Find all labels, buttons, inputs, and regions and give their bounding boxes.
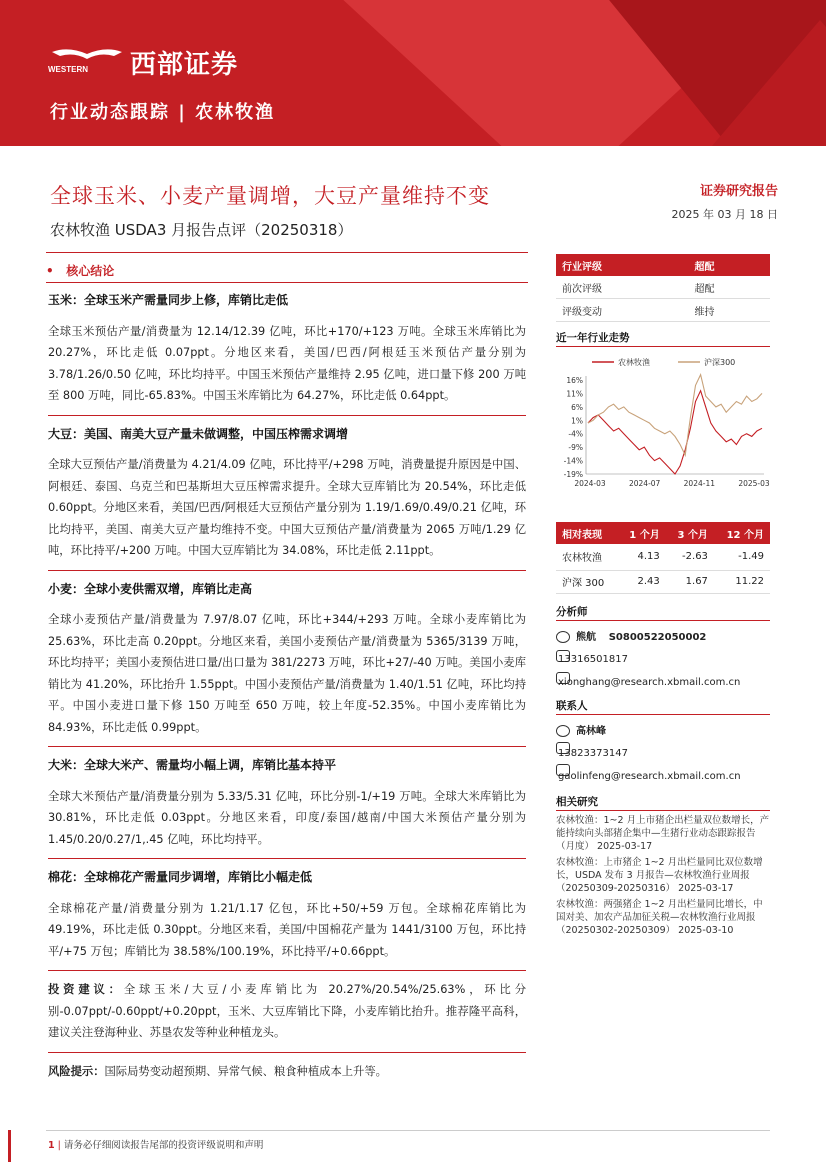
related-item[interactable]: 农林牧渔：上市猪企 1~2 月出栏量同比双位数增长，USDA 发布 3 月报告—农林牧渔行业周报（20250309-20250316） 2025-03-17 [556,857,763,894]
y-tick-label: -9% [568,443,583,453]
soy-heading: 大豆：美国、南美大豆产量未做调整，中国压榨需求调增 [48,426,349,441]
rating-table: 行业评级 超配 前次评级 超配 评级变动 维持 [556,254,770,322]
performance-table: 相对表现 1 个月 3 个月 12 个月 农林牧渔 4.13 -2.63 -1.49 沪深 300 2.43 1.67 11.22 [556,522,770,594]
cotton-paragraph: 全球棉花产量/消费量分别为 1.21/1.17 亿包，环比+50/+59 万包。全球棉花库销比为 49.19%，环比走低 0.30ppt。分地区来看，美国/中国棉花产量为 1441/3100 万包，环比持平/+75 万包；库销比为 38.58%/100.19%，环比持平/+0.66ppt。 [48,901,526,958]
rice-paragraph: 全球大米预估产量/消费量分别为 5.33/5.31 亿吨，环比分别-1/+19 万吨。全球大米库销比为 30.81%，环比走低 0.03ppt。分地区来看，印度/泰国/越南/中国大米预估产量分别为 1.45/0.20/0.27/1,.45 亿吨，环比均持平。 [48,789,526,846]
svg-text:WESTERN: WESTERN [48,65,88,74]
y-tick-label: -19% [563,470,583,479]
related-item[interactable]: 农林牧渔：1~2 月上市猪企出栏量双位数增长，产能持续向头部猪企集中—生猪行业动态跟踪报告（月度） 2025-03-17 [556,815,770,852]
trend-chart [556,350,770,496]
footer-accent [8,1130,11,1162]
bullet-icon: • [46,264,67,278]
performance-panel [556,522,770,594]
divider [46,282,528,283]
soy-paragraph: 全球大豆预估产量/消费量为 4.21/4.09 亿吨，环比持平/+298 万吨，消费量提升原因是中国、阿根廷、泰国、乌克兰和巴基斯坦大豆压榨需求提升。全球大豆库销比为 20.54%，环比走低 0.60ppt。分地区来看，美国/巴西/阿根廷大豆预估产量分别为 1.19/1.69/0.49/0.21 亿吨，环比均持平，美国、南美大豆产量均维持不变。中国大豆预估产量/消费量为 2065 万吨/1.29 亿吨，环比持平/+200 万吨。中国大豆库销比为 34.08%，环比走低 2.11ppt。 [48,458,526,557]
wheat-heading: 小麦：全球小麦供需双增，库销比走高 [48,581,253,596]
footer-disclaimer: 请务必仔细阅读报告尾部的投资评级说明和声明 [63,1140,264,1151]
divider [556,714,770,715]
report-type: 证券研究报告 [699,184,778,199]
series-line [588,391,762,474]
divider [556,346,770,347]
main-content [48,290,526,1089]
cotton-heading: 棉花：全球棉花产需量同步调增，库销比小幅走低 [48,870,313,884]
contact-phone: 13823373147 [558,748,628,759]
page-number: 1 [48,1140,55,1151]
x-tick-label: 2024-11 [683,479,716,488]
chart-title: 近一年行业走势 [556,332,630,344]
y-tick-label: 1% [571,416,583,426]
analyst-phone: 13316501817 [558,654,628,665]
banner-subtitle: 行业动态跟踪 | 农林牧渔 [50,102,276,123]
corn-heading: 玉米：全球玉米产需量同步上修，库销比走低 [48,293,289,307]
corn-paragraph: 全球玉米预估产量/消费量为 12.14/12.39 亿吨，环比+170/+123 万吨。全球玉米库销比为 20.27%，环比走低 0.07ppt。分地区来看，美国/巴西/阿根廷玉米预估产量分别为 3.78/1.26/0.50 亿吨，环比均持平。中国玉米预估产量维持 2.95 亿吨，进口量下修 200 万吨至 800 万吨，同比-65.83%。中国玉米库销比为 64.27%，环比走低 0.64ppt。 [48,324,526,402]
related-item[interactable]: 农林牧渔：两强猪企 1~2 月出栏量同比增长，中国对美、加农产品加征关税—农林牧渔行业周报（20250302-20250309） 2025-03-10 [556,899,763,936]
legend-label: 沪深300 [704,358,736,367]
analyst-title: 分析师 [556,606,588,618]
y-tick-label: 6% [571,402,583,412]
divider [556,620,770,621]
divider [556,810,770,811]
rating-panel [556,254,770,322]
x-tick-label: 2024-03 [574,479,606,488]
x-tick-label: 2025-03 [738,479,770,488]
risk-paragraph: 风险提示：国际局势变动超预期、异常气候、粮食种植成本上升等。 [48,1064,387,1078]
footer-divider [46,1130,770,1131]
contact-name-row: 高林峰 [556,722,770,737]
related-title: 相关研究 [556,796,598,808]
y-tick-label: -4% [568,429,583,439]
person-icon [556,631,570,643]
contact-title: 联系人 [556,700,588,712]
divider [46,252,528,253]
person-icon [556,725,570,737]
invest-paragraph: 投资建议：全球玉米/大豆/小麦库销比为 20.27%/20.54%/25.63%，环比分别-0.07ppt/-0.60ppt/+0.20ppt，玉米、大豆库销比下降，小麦库销比抬升。推荐隆平高科，建议关注登海种业、苏垦农发等种业种植龙头。 [48,983,526,1039]
y-tick-label: 16% [566,376,583,385]
page-title: 全球玉米、小麦产量调增，大豆产量维持不变 [50,184,490,208]
analyst-name-row: 熊航 S0800522050002 [556,628,770,643]
rice-heading: 大米：全球大米产、需量均小幅上调，库销比基本持平 [48,758,337,772]
section-heading: • 核心结论 [46,264,115,278]
y-tick-label: 11% [566,389,583,399]
analyst-email[interactable]: xionghang@research.xbmail.com.cn [558,677,741,688]
x-tick-label: 2024-07 [628,479,661,488]
page-subtitle: 农林牧渔 USDA3 月报告点评（20250318） [50,221,353,239]
brand-name: 西部证券 [130,50,239,80]
series-line [588,375,762,456]
legend-label: 农林牧渔 [618,358,650,367]
wheat-paragraph: 全球小麦预估产量/消费量为 7.97/8.07 亿吨，环比+344/+293 万吨。全球小麦库销比为 25.63%，环比走高 0.20ppt。分地区来看，美国小麦预估产量/消费量为 5365/3139 万吨，环比均持平；美国小麦预估进口量/出口量为 381/2273 万吨，环比+27/-40 万吨。美国小麦库销比为 41.20%，环比抬升 1.55ppt。中国小麦预估产量/消费量为 1.40/1.51 亿吨，环比均持平。中国小麦进口量下修 150 万吨至 650 万吨，较上年度-52.35%。中国小麦库销比为 84.93%，环比走低 0.99ppt。 [48,613,526,734]
y-tick-label: -14% [563,456,583,466]
footer: 1 | 请务必仔细阅读报告尾部的投资评级说明和声明 [48,1140,264,1151]
contact-email[interactable]: gaolinfeng@research.xbmail.com.cn [558,771,741,782]
report-date: 2025 年 03 月 18 日 [671,208,778,221]
western-logo-icon [48,46,126,76]
